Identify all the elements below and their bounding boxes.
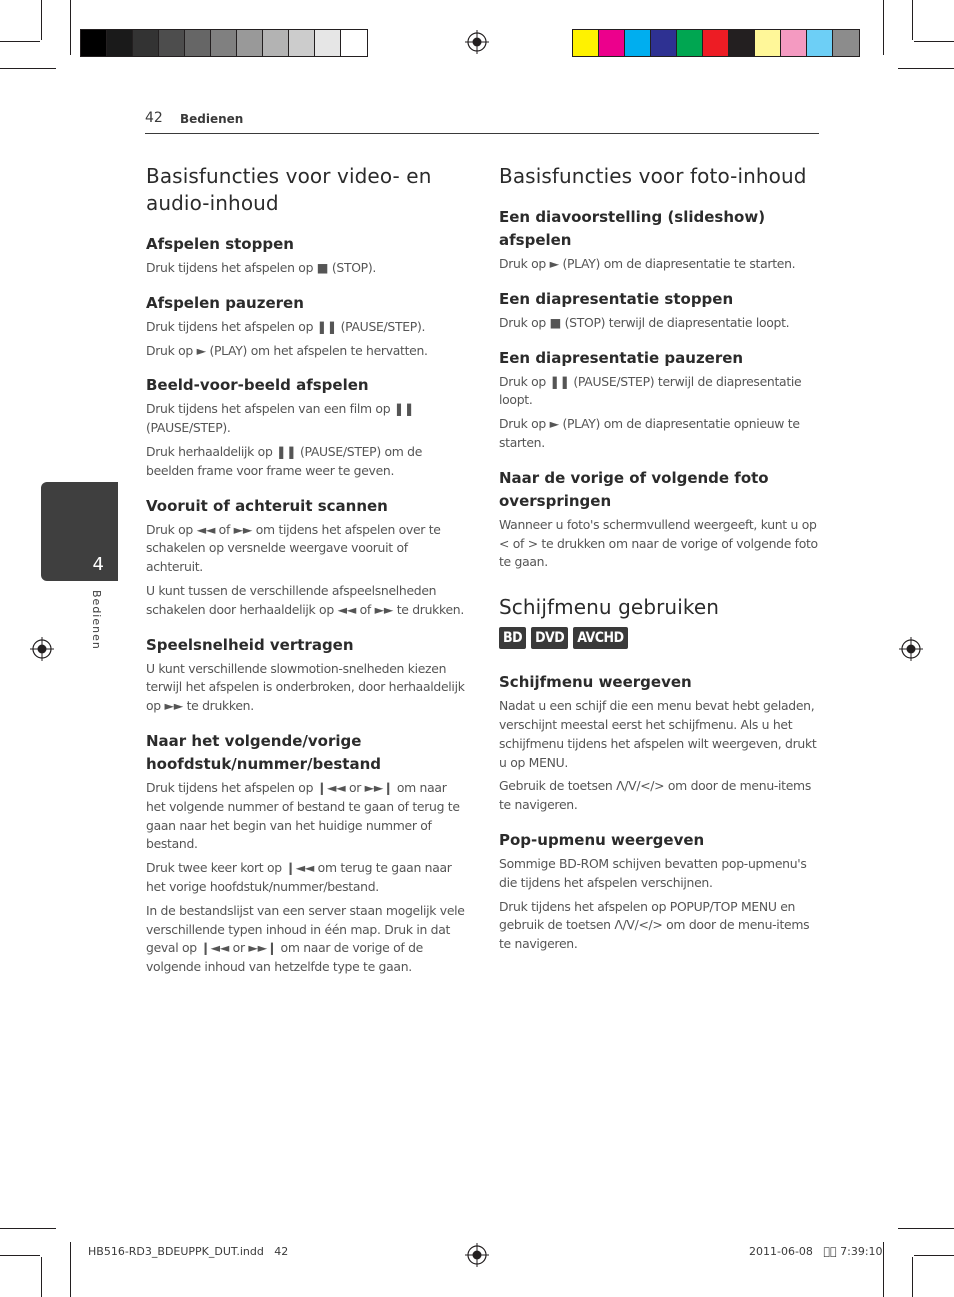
crop-mark — [0, 1228, 56, 1229]
body-text: Druk op ► (PLAY) om de diapresentatie te starten. — [499, 256, 796, 271]
content-section — [146, 495, 468, 620]
subsection-heading: Een diavoorstelling (slideshow) afspelen — [499, 208, 766, 249]
crop-mark — [883, 0, 884, 55]
subsection-heading: Afspelen stoppen — [146, 235, 294, 253]
color-swatch — [159, 30, 185, 56]
content-section — [499, 288, 823, 333]
crop-mark — [898, 68, 954, 69]
crop-mark — [0, 1255, 40, 1256]
crop-mark — [70, 0, 71, 55]
section-title-photo: Basisfuncties voor foto-inhoud — [499, 164, 807, 188]
body-text: Druk tijdens het afspelen van een film op ❚❚ (PAUSE/STEP). — [146, 401, 415, 436]
body-text: Druk op ■ (STOP) terwijl de diapresentatie loopt. — [499, 314, 790, 330]
content-section — [499, 829, 823, 954]
section-name: Bedienen — [180, 112, 244, 126]
color-swatch — [677, 30, 703, 56]
chapter-tab — [41, 482, 118, 581]
color-swatch — [833, 30, 859, 56]
body-text: Wanneer u foto's schermvullend weergeeft, kunt u op < of > te drukken om naar de vorige of volgende foto te gaan. — [499, 516, 818, 570]
content-section — [499, 347, 823, 453]
body-text: Gebruik de toetsen Λ/V/</> om door de menu-items te navigeren. — [499, 778, 811, 813]
color-swatch — [237, 30, 263, 56]
content-section — [146, 730, 468, 977]
registration-mark-icon — [465, 1243, 489, 1267]
section-title-video-audio: Basisfuncties voor video- en audio-inhoud — [146, 164, 432, 215]
disc-type-badges — [499, 627, 823, 649]
body-text: Druk twee keer kort op ❙◄◄ om terug te gaan naar het vorige hoofdstuk/nummer/bestand. — [146, 860, 452, 894]
body-text: U kunt verschillende slowmotion-snelheden kiezen terwijl het afspelen is onderbroken, door herhaaldelijk op ►► te drukken. — [146, 660, 465, 714]
color-swatch — [185, 30, 211, 56]
footer-filename: HB516-RD3_BDEUPPK_DUT.indd 42 — [88, 1245, 289, 1258]
color-swatch — [133, 30, 159, 56]
left-column — [146, 163, 468, 991]
body-text: Druk op ◄◄ of ►► om tijdens het afspelen over te schakelen op versnelde weergave vooruit of achteruit. — [146, 521, 441, 575]
body-text: Druk tijdens het afspelen op ❙◄◄ or ►►❙ om naar het volgende nummer of bestand te gaan of terug te gaan naar het begin van het huidige nummer of bestand. — [146, 779, 460, 852]
subsection-heading: Vooruit of achteruit scannen — [146, 496, 388, 515]
subsection-heading: Een diapresentatie stoppen — [499, 289, 734, 308]
crop-mark — [41, 1257, 42, 1297]
bd-badge: BD — [499, 627, 526, 649]
dvd-badge: DVD — [531, 627, 568, 649]
crop-mark — [898, 1228, 954, 1229]
content-section — [146, 634, 468, 716]
footer-datetime: 2011-06-08 ￿￿ 7:39:10 — [749, 1245, 883, 1258]
subsection-heading: Schijfmenu weergeven — [499, 673, 692, 692]
subsection-heading: Een diapresentatie pauzeren — [499, 348, 744, 367]
registration-mark-icon — [30, 637, 54, 661]
body-text: Sommige BD-ROM schijven bevatten pop-upmenu's die tijdens het afspelen verschijnen. — [499, 855, 807, 890]
body-text: Druk op ► (PLAY) om de diapresentatie opnieuw te starten. — [499, 416, 800, 450]
disc-menu-sections — [499, 671, 823, 954]
content-section — [146, 292, 468, 361]
left-sections — [146, 233, 468, 977]
crop-mark — [912, 0, 913, 40]
process-color-bar — [572, 29, 860, 57]
color-swatch — [263, 30, 289, 56]
color-swatch — [599, 30, 625, 56]
body-text: Druk tijdens het afspelen op ■ (STOP). — [146, 260, 377, 275]
color-swatch — [807, 30, 833, 56]
body-text: Druk op ► (PLAY) om het afspelen te hervatten. — [146, 342, 428, 358]
body-text: Nadat u een schijf die een menu bevat hebt geladen, verschijnt meestal eerst het schijfmenu. Als u het schijfmenu tijdens het afspelen wilt weergeven, drukt u op MENU. — [499, 698, 817, 770]
header-divider — [145, 133, 819, 134]
crop-mark — [914, 41, 954, 42]
body-text: Druk op ❚❚ (PAUSE/STEP) terwijl de diapresentatie loopt. — [499, 373, 802, 408]
content-section — [146, 233, 468, 278]
gray-color-bar — [80, 29, 368, 57]
color-swatch — [107, 30, 133, 56]
color-swatch — [781, 30, 807, 56]
color-swatch — [81, 30, 107, 56]
subsection-heading: Speelsnelheid vertragen — [146, 635, 354, 654]
color-swatch — [289, 30, 315, 56]
subsection-heading: Naar de vorige of volgende foto overspringen — [499, 468, 769, 510]
color-swatch — [625, 30, 651, 56]
color-swatch — [211, 30, 237, 56]
crop-mark — [70, 1242, 71, 1297]
right-column — [499, 163, 823, 968]
color-swatch — [729, 30, 755, 56]
color-swatch — [651, 30, 677, 56]
crop-mark — [914, 1255, 954, 1256]
color-swatch — [573, 30, 599, 56]
color-swatch — [341, 30, 367, 56]
content-section — [499, 467, 823, 572]
crop-mark — [0, 68, 56, 69]
right-sections — [499, 206, 823, 572]
body-text: Druk herhaaldelijk op ❚❚ (PAUSE/STEP) om de beelden frame voor frame weer te geven. — [146, 443, 423, 478]
registration-mark-icon — [465, 30, 489, 54]
crop-mark — [41, 0, 42, 40]
color-swatch — [755, 30, 781, 56]
registration-mark-icon — [899, 637, 923, 661]
crop-mark — [0, 41, 40, 42]
color-swatch — [315, 30, 341, 56]
subsection-heading: Naar het volgende/vorige hoofdstuk/nummer/bestand — [146, 731, 381, 773]
subsection-heading: Afspelen pauzeren — [146, 293, 304, 312]
body-text: Druk tijdens het afspelen op ❚❚ (PAUSE/STEP). — [146, 318, 426, 334]
body-text: Druk tijdens het afspelen op POPUP/TOP MENU en gebruik de toetsen Λ/V/</> om door de menu-items te navigeren. — [499, 898, 810, 952]
content-section — [499, 206, 823, 274]
crop-mark — [883, 1242, 884, 1297]
crop-mark — [912, 1257, 913, 1297]
body-text: U kunt tussen de verschillende afspeelsnelheden schakelen door herhaaldelijk op ◄◄ of ►► te drukken. — [146, 582, 464, 617]
content-section — [499, 671, 823, 815]
page-number: 42 — [145, 110, 163, 126]
content-section — [146, 374, 468, 480]
subsection-heading: Beeld-voor-beeld afspelen — [146, 376, 369, 395]
avchd-badge: AVCHD — [573, 627, 627, 649]
section-title-disc-menu: Schijfmenu gebruiken — [499, 595, 720, 620]
color-swatch — [703, 30, 729, 56]
body-text: In de bestandslijst van een server staan mogelijk vele verschillende typen inhoud in één map. Druk in dat geval op ❙◄◄ or ►►❙ om naar de vorige of de volgende inhoud van hetzelfde type te gaan. — [146, 902, 465, 975]
chapter-number: 4 — [92, 554, 104, 575]
chapter-label: Bedienen — [90, 590, 103, 650]
subsection-heading: Pop-upmenu weergeven — [499, 830, 705, 849]
